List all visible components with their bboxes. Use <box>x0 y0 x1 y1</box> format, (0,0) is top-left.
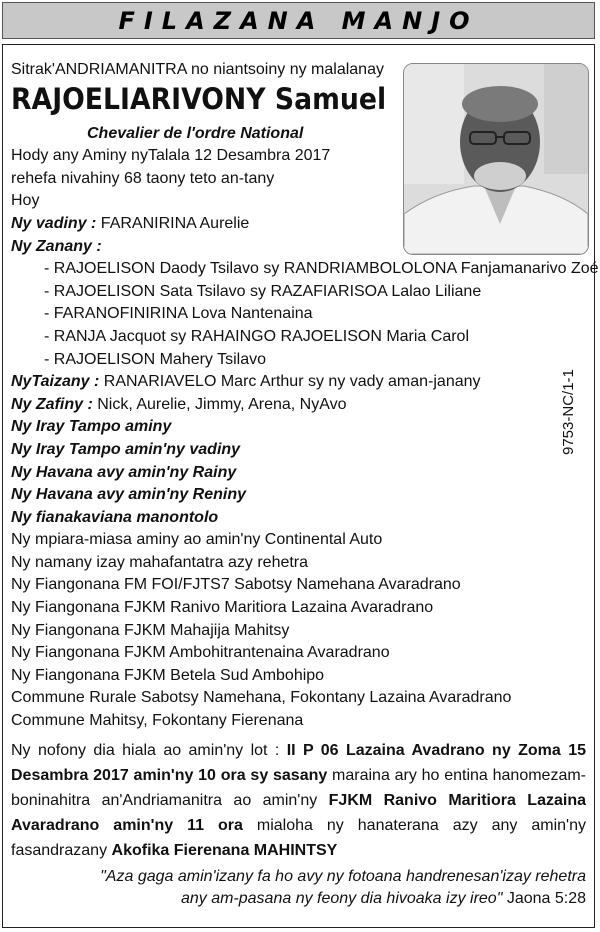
mourner-line: Ny namany izay mahafantatra azy rehetra <box>11 553 309 571</box>
honor-title: Chevalier de l'ordre National <box>87 124 304 142</box>
death-line-1: Hody any Aminy nyTalala 12 Desambra 2017 <box>11 147 331 165</box>
children-label: Ny Zanany : <box>11 237 102 255</box>
funeral-text-1: Ny nofony dia hiala ao amin'ny lot : <box>11 741 287 759</box>
mourner-line: Ny Fiangonana FJKM Ambohitrantenaina Avaradrano <box>11 644 390 662</box>
mourner-line: Ny Fiangonana FM FOI/FJTS7 Sabotsy Namehana Avaradrano <box>11 576 461 594</box>
spouse-line <box>11 213 595 236</box>
family-line: Ny Iray Tampo amin'ny vadiny <box>11 440 241 458</box>
mourner-line: Ny Fiangonana FJKM Mahajija Mahitsy <box>11 621 290 639</box>
sibling-label: NyTaizany : <box>11 373 100 391</box>
bible-quote <box>11 866 586 911</box>
funeral-text-2: maraina ary ho entina hanomezam-boninahitra an'Andriamanitra ao amin'ny <box>11 766 586 810</box>
mourner-line: Commune Rurale Sabotsy Namehana, Fokontany Lazaina Avaradrano <box>11 689 512 707</box>
mourner-line: Ny Fiangonana FJKM Betela Sud Ambohipo <box>11 666 325 684</box>
family-line: Ny Iray Tampo aminy <box>11 418 172 436</box>
reference-code: 9753-NC/1-1 <box>560 369 577 455</box>
notice-header <box>2 2 595 39</box>
family-line: Ny Havana avy amin'ny Reniny <box>11 486 247 504</box>
sibling-value: RANARIAVELO Marc Arthur sy ny vady aman-janany <box>99 373 481 391</box>
death-line-3: Hoy <box>11 192 40 210</box>
child-item: - RAJOELISON Mahery Tsilavo <box>44 350 266 368</box>
deceased-name: RAJOELIARIVONY Samuel <box>11 81 387 116</box>
header-title: FILAZANA MANJO <box>118 7 479 35</box>
spouse-label: Ny vadiny : <box>11 214 97 232</box>
sibling-line <box>11 371 595 394</box>
spouse-value: FARANIRINA Aurelie <box>96 214 250 232</box>
funeral-bold-1: II P 06 Lazaina Avadrano ny Zoma 15 Desambra 2017 amin'ny 10 ora sy sasany <box>11 741 586 784</box>
funeral-text-3: mialoha ny hanaterana azy any amin'ny fasandrazany <box>11 817 587 860</box>
grandchildren-line <box>11 394 595 417</box>
funeral-bold-2: FJKM Ranivo Maritiora Lazaina Avaradrano amin'ny 11 ora <box>11 792 586 835</box>
quote-line-1: "Aza gaga amin'izany fa ho avy ny fotoana handrenesan'izay rehetra <box>100 867 586 885</box>
child-item: - RAJOELISON Sata Tsilavo sy RAZAFIARISOA Lalao Liliane <box>44 282 482 300</box>
grandchildren-label: Ny Zafiny : <box>11 395 93 413</box>
grandchildren-value: Nick, Aurelie, Jimmy, Arena, NyAvo <box>92 395 347 413</box>
quote-line-2: any am-pasana ny feony dia hivoaka izy ireo" <box>180 890 503 908</box>
quote-reference: Jaona 5:28 <box>502 890 586 908</box>
mourner-line: Ny Fiangonana FJKM Ranivo Maritiora Lazaina Avaradrano <box>11 599 434 617</box>
funeral-bold-3: Akofika Fierenana MAHINTSY <box>111 842 338 860</box>
mourner-line: Commune Mahitsy, Fokontany Fierenana <box>11 712 304 730</box>
child-item: - FARANOFINIRINA Lova Nantenaina <box>44 305 313 323</box>
mourner-line: Ny mpiara-miasa aminy ao amin'ny Continental Auto <box>11 531 383 549</box>
family-line: Ny fianakaviana manontolo <box>11 508 219 526</box>
child-item: - RAJOELISON Daody Tsilavo sy RANDRIAMBOLOLONA Fanjamanarivo Zoé <box>44 260 599 278</box>
funeral-paragraph <box>11 738 586 864</box>
notice-body <box>11 57 599 911</box>
child-item: - RANJA Jacquot sy RAHAINGO RAJOELISON Maria Carol <box>44 327 469 345</box>
death-line-2: rehefa nivahiny 68 taony teto an-tany <box>11 169 275 187</box>
intro-text: Sitrak'ANDRIAMANITRA no niantsoiny ny malalanay <box>11 61 384 78</box>
family-line: Ny Havana avy amin'ny Rainy <box>11 463 237 481</box>
